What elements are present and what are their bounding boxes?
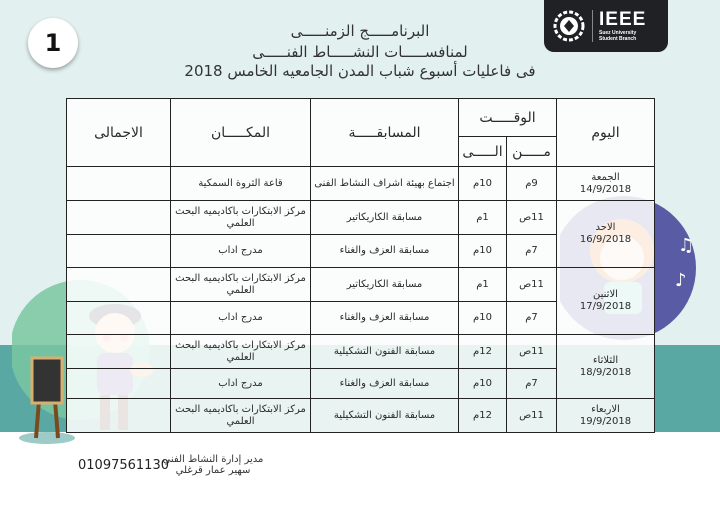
ieee-branch-line2: Student Branch — [599, 36, 637, 42]
table-row — [67, 268, 655, 302]
competition-cell: مسابقة العزف والغناء — [311, 369, 459, 399]
svg-text:♫: ♫ — [678, 235, 695, 256]
title-line-2: لمنافســـــات النشـــــاط الفنـــــى — [252, 43, 468, 61]
page-number-badge: 1 — [28, 18, 78, 68]
time-from: 7م — [507, 369, 557, 399]
competition-cell: مسابقة العزف والغناء — [311, 235, 459, 268]
day-name: الجمعة — [591, 171, 620, 183]
footer-phone: 01097561130 — [78, 458, 169, 473]
place-cell: مركز الابتكارات باكاديميه البحث العلمي — [171, 399, 311, 433]
time-from: 11ص — [507, 268, 557, 302]
header-to: الـــــى — [459, 137, 507, 167]
header-from: مـــــن — [507, 137, 557, 167]
header-time: الوقـــــت — [459, 99, 557, 137]
place-cell: مركز الابتكارات باكاديميه البحث العلمي — [171, 335, 311, 369]
total-cell — [67, 167, 171, 201]
time-from: 11ص — [507, 335, 557, 369]
total-cell — [67, 369, 171, 399]
day-name: الاثنين — [593, 289, 618, 300]
place-cell: مركز الابتكارات باكاديميه البحث العلمي — [171, 201, 311, 235]
footer-signature — [158, 454, 268, 476]
ieee-brand-text — [599, 10, 646, 42]
place-cell: مدرج اداب — [171, 302, 311, 335]
day-name: الاربعاء — [591, 403, 620, 415]
total-cell — [67, 235, 171, 268]
day-name: الاحد — [595, 222, 616, 233]
table-row — [67, 201, 655, 235]
day-cell — [557, 268, 655, 335]
svg-text:♪: ♪ — [675, 270, 687, 291]
day-date: 16/9/2018 — [579, 234, 632, 245]
time-to: 10م — [459, 302, 507, 335]
competition-cell: مسابقة الكاريكاتير — [311, 201, 459, 235]
day-cell — [557, 167, 655, 201]
footer-name: سهير عمار قرغلي — [175, 465, 251, 476]
footer-role: مدير إدارة النشاط الفني — [162, 454, 264, 465]
total-cell — [67, 399, 171, 433]
schedule-table — [66, 98, 655, 433]
day-cell — [557, 335, 655, 399]
day-date: 19/9/2018 — [579, 415, 632, 427]
competition-cell: مسابقة الفنون التشكيلية — [311, 335, 459, 369]
competition-cell: مسابقة الكاريكاتير — [311, 268, 459, 302]
time-from: 9م — [507, 167, 557, 201]
ieee-wordmark: IEEE — [599, 9, 647, 30]
day-name: الثلاثاء — [592, 354, 619, 366]
time-to: 12م — [459, 399, 507, 433]
ieee-branch-line1: Suez University — [599, 30, 637, 36]
place-cell: مدرج اداب — [171, 369, 311, 399]
competition-cell: اجتماع بهيئة اشراف النشاط الفنى — [311, 167, 459, 201]
day-cell — [557, 201, 655, 268]
time-to: 10م — [459, 235, 507, 268]
header-day: اليوم — [557, 99, 655, 167]
place-cell: مركز الابتكارات باكاديميه البحث العلمي — [171, 268, 311, 302]
total-cell — [67, 201, 171, 235]
time-from: 11ص — [507, 399, 557, 433]
table-row — [67, 399, 655, 433]
table-row — [67, 335, 655, 369]
time-to: 1م — [459, 268, 507, 302]
time-to: 1م — [459, 201, 507, 235]
day-date: 14/9/2018 — [579, 183, 632, 195]
competition-cell: مسابقة العزف والغناء — [311, 302, 459, 335]
total-cell — [67, 268, 171, 302]
logo-separator — [592, 10, 593, 42]
time-to: 10م — [459, 369, 507, 399]
competition-cell: مسابقة الفنون التشكيلية — [311, 399, 459, 433]
day-date: 17/9/2018 — [579, 301, 632, 312]
time-from: 7م — [507, 302, 557, 335]
place-cell: قاعة الثروة السمكية — [171, 167, 311, 201]
table-row — [67, 167, 655, 201]
day-date: 18/9/2018 — [579, 366, 632, 378]
time-to: 12م — [459, 335, 507, 369]
header-competition: المسابقـــــة — [311, 99, 459, 167]
time-to: 10م — [459, 167, 507, 201]
place-cell: مدرج اداب — [171, 235, 311, 268]
time-from: 7م — [507, 235, 557, 268]
total-cell — [67, 302, 171, 335]
title-line-1: البرنامـــــج الزمنـــــى — [290, 22, 430, 40]
header-place: المكـــــان — [171, 99, 311, 167]
total-cell — [67, 335, 171, 369]
day-cell — [557, 399, 655, 433]
time-from: 11ص — [507, 201, 557, 235]
title-line-3: فى فاعليات أسبوع شباب المدن الجامعيه الخامس 2018 — [184, 62, 536, 80]
header-total: الاجمالى — [67, 99, 171, 167]
